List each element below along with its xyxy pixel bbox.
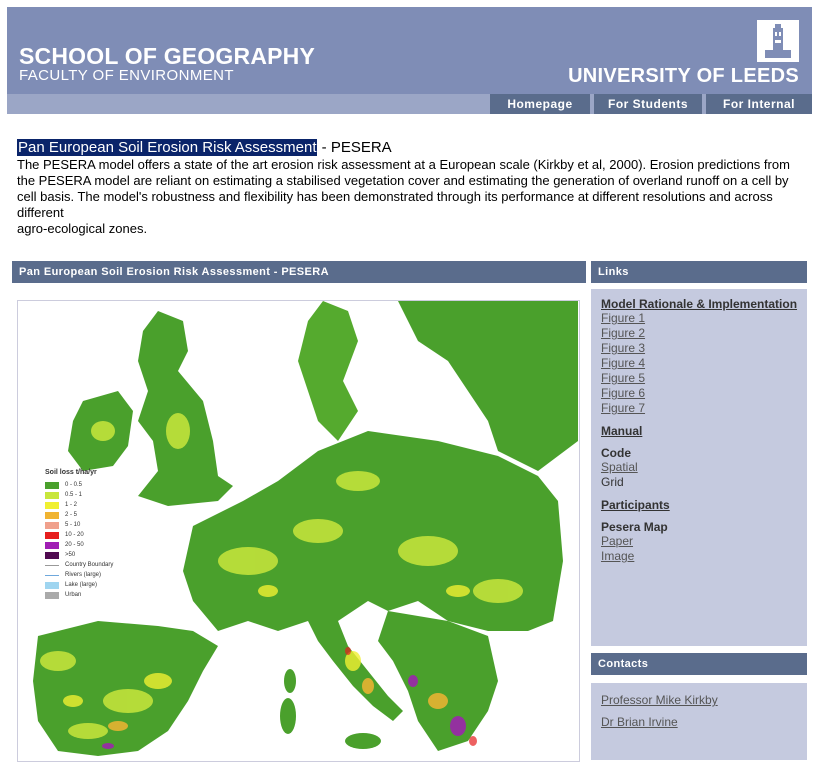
link-manual[interactable]: Manual [601, 424, 643, 438]
nav-for-internal[interactable]: For Internal [706, 94, 812, 114]
top-nav [7, 94, 812, 114]
contacts-panel-title: Contacts [591, 653, 807, 675]
legend-label: Lake (large) [65, 582, 98, 588]
legend-swatch [45, 542, 59, 549]
link-figure-3[interactable]: Figure 3 [601, 341, 646, 355]
spacer [601, 416, 807, 424]
legend-item [45, 480, 140, 490]
link-figure-2[interactable]: Figure 2 [601, 326, 646, 340]
link-figure-4[interactable]: Figure 4 [601, 356, 646, 370]
legend-label: 0.5 - 1 [65, 492, 83, 498]
legend-swatch [45, 512, 59, 519]
link-code-spatial[interactable]: Spatial [601, 460, 638, 474]
school-title: SCHOOL OF GEOGRAPHY [19, 43, 316, 69]
map-legend [45, 469, 140, 600]
legend-label: Rivers (large) [65, 572, 102, 578]
legend-label: >50 [65, 552, 76, 558]
link-map-image[interactable]: Image [601, 549, 635, 563]
legend-swatch [45, 482, 59, 489]
university-name[interactable]: UNIVERSITY OF LEEDS [568, 65, 799, 87]
soil-erosion-map-image[interactable] [17, 300, 580, 762]
header-banner [7, 7, 812, 94]
legend-item [45, 570, 140, 580]
legend-label: 20 - 50 [65, 542, 84, 548]
spacer [601, 438, 807, 446]
legend-label: Country Boundary [65, 562, 114, 568]
legend-item [45, 580, 140, 590]
legend-label: 2 - 5 [65, 512, 78, 518]
spacer [601, 490, 807, 498]
code-label: Code [601, 446, 631, 460]
link-figure-1[interactable]: Figure 1 [601, 311, 646, 325]
legend-label: 1 - 2 [65, 502, 78, 508]
contact-mike-kirkby[interactable]: Professor Mike Kirkby [601, 693, 718, 707]
legend-item [45, 590, 140, 600]
links-panel-title: Links [591, 261, 807, 283]
legend-item [45, 520, 140, 530]
legend-label: 10 - 20 [65, 532, 84, 538]
legend-item [45, 560, 140, 570]
link-model-rationale[interactable]: Model Rationale & Implementation [601, 297, 798, 311]
legend-title: Soil loss t/ha/yr [45, 469, 97, 476]
legend-swatch [45, 522, 59, 529]
links-panel [591, 289, 807, 646]
intro-title-highlight: Pan European Soil Erosion Risk Assessment [18, 139, 317, 156]
spacer [601, 512, 807, 520]
legend-line [45, 575, 59, 576]
faculty-title: FACULTY OF ENVIRONMENT [19, 67, 234, 84]
legend-label: 5 - 10 [65, 522, 81, 528]
legend-swatch [45, 532, 59, 539]
legend-label: 0 - 0.5 [65, 482, 83, 488]
legend-item [45, 540, 140, 550]
legend-swatch [45, 502, 59, 509]
nav-for-students[interactable]: For Students [594, 94, 702, 114]
intro-title [17, 139, 807, 156]
legend-swatch [45, 582, 59, 589]
university-logo[interactable] [757, 20, 799, 62]
legend-item [45, 530, 140, 540]
legend-label: Urban [65, 592, 82, 598]
legend-item [45, 490, 140, 500]
legend-line [45, 565, 59, 566]
legend-swatch [45, 492, 59, 499]
link-figure-7[interactable]: Figure 7 [601, 401, 646, 415]
intro-section [17, 139, 807, 237]
link-figure-6[interactable]: Figure 6 [601, 386, 646, 400]
intro-title-rest: - PESERA [317, 139, 392, 156]
pesera-map-label: Pesera Map [601, 520, 668, 534]
legend-item [45, 510, 140, 520]
link-figure-5[interactable]: Figure 5 [601, 371, 646, 385]
legend-item [45, 550, 140, 560]
legend-item [45, 500, 140, 510]
contact-brian-irvine[interactable]: Dr Brian Irvine [601, 715, 678, 729]
code-grid-text: Grid [601, 475, 624, 489]
nav-homepage[interactable]: Homepage [490, 94, 590, 114]
link-participants[interactable]: Participants [601, 498, 670, 512]
legend-swatch [45, 552, 59, 559]
link-map-paper[interactable]: Paper [601, 534, 634, 548]
contacts-panel [591, 683, 807, 760]
legend-swatch [45, 592, 59, 599]
intro-paragraph: The PESERA model offers a state of the art erosion risk assessment at a European scale (Kirkby et al, 2000). Erosion predictions from the PESERA model are reliant on estimating a stabilised vegetation cover and estimating the generation of overland runoff on a cell by cell basis. The model's robustness and flexibility has been demonstrated through its performance at different resolutions and across different [17, 157, 790, 220]
intro-paragraph-2: agro-ecological zones. [17, 221, 148, 236]
main-panel-title: Pan European Soil Erosion Risk Assessment - PESERA [12, 261, 586, 283]
